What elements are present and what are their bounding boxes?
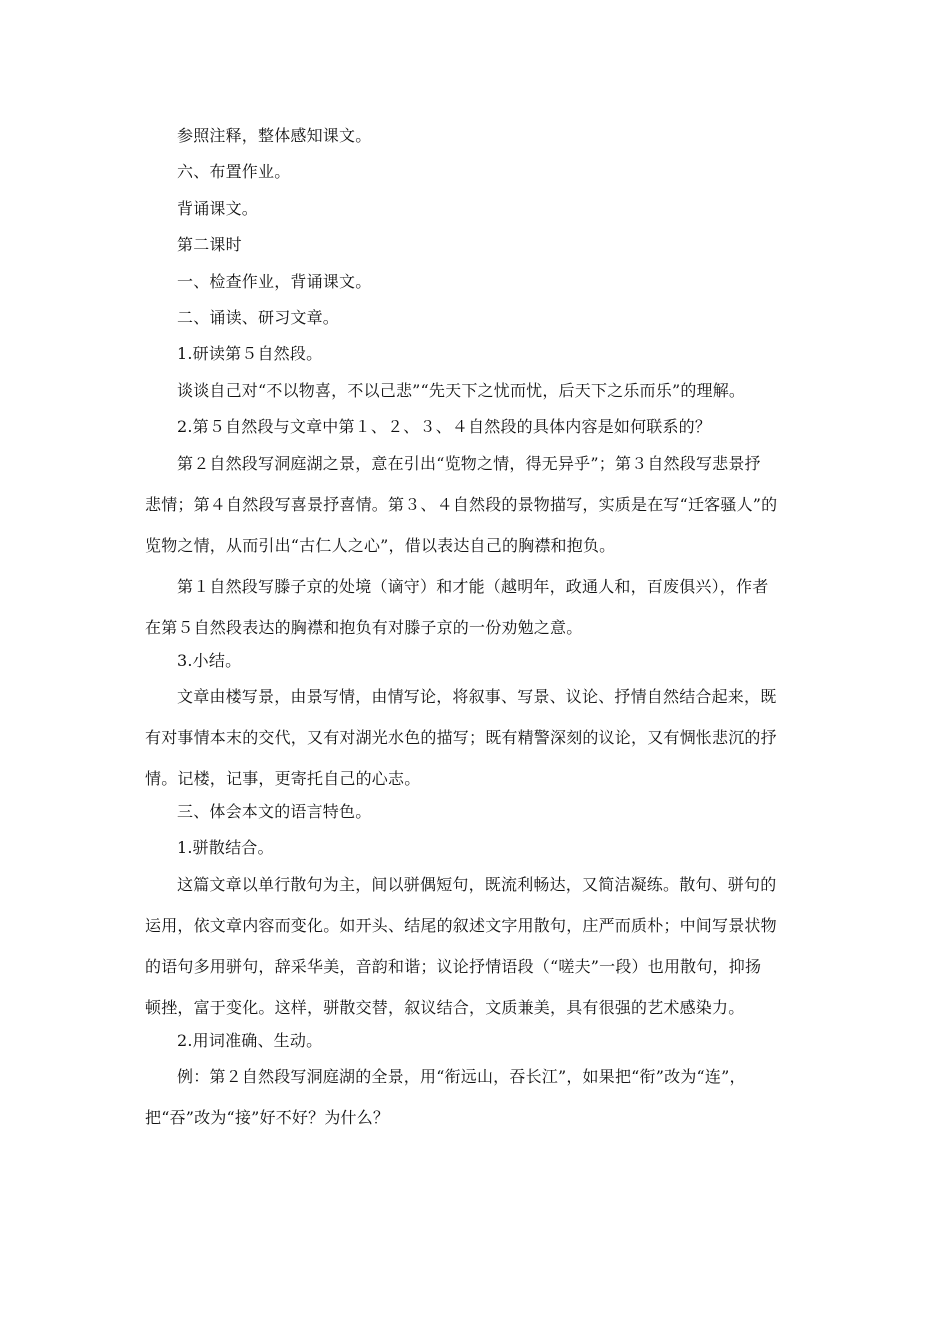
- subsection-heading: 1.研读第５自然段。: [177, 344, 323, 363]
- section-heading: 三、体会本文的语言特色。: [177, 802, 372, 821]
- paragraph-line: 第１自然段写滕子京的处境（谪守）和才能（越明年，政通人和，百废俱兴），作者: [177, 577, 769, 596]
- paragraph: 谈谈自己对“不以物喜，不以己悲”“先天下之忧而忧，后天下之乐而乐”的理解。: [177, 381, 746, 400]
- paragraph-line: 的语句多用骈句，辞采华美，音韵和谐；议论抒情语段（“嗟夫”一段）也用散句，抑扬: [145, 957, 762, 976]
- section-heading: 六、布置作业。: [177, 162, 291, 181]
- paragraph: 背诵课文。: [177, 199, 259, 218]
- paragraph-line: 第２自然段写洞庭湖之景，意在引出“览物之情，得无异乎”；第３自然段写悲景抒: [177, 454, 761, 473]
- paragraph-line: 运用，依文章内容而变化。如开头、结尾的叙述文字用散句，庄严而质朴；中间写景状物: [145, 916, 777, 935]
- paragraph-line: 顿挫，富于变化。这样，骈散交替，叙议结合，文质兼美，具有很强的艺术感染力。: [145, 998, 745, 1017]
- subsection-heading: 2.第５自然段与文章中第１、２、３、４自然段的具体内容是如何联系的？: [177, 417, 712, 436]
- paragraph-line: 把“吞”改为“接”好不好？为什么？: [145, 1108, 390, 1127]
- paragraph-line: 悲情；第４自然段写喜景抒喜情。第３、４自然段的景物描写，实质是在写“迁客骚人”的: [145, 495, 778, 514]
- paragraph-line: 在第５自然段表达的胸襟和抱负有对滕子京的一份劝勉之意。: [145, 618, 583, 637]
- section-heading: 二、诵读、研习文章。: [177, 308, 340, 327]
- paragraph-line: 有对事情本末的交代，又有对湖光水色的描写；既有精警深刻的议论，又有惆怅悲沉的抒: [145, 728, 777, 747]
- section-heading: 一、检查作业，背诵课文。: [177, 272, 372, 291]
- subsection-heading: 1.骈散结合。: [177, 838, 274, 857]
- paragraph-line: 文章由楼写景，由景写情，由情写论，将叙事、写景、议论、抒情自然结合起来，既: [177, 687, 777, 706]
- paragraph-line: 这篇文章以单行散句为主，间以骈偶短句，既流利畅达，又简洁凝练。散句、骈句的: [177, 875, 777, 894]
- paragraph: 参照注释，整体感知课文。: [177, 126, 372, 145]
- paragraph-line: 例：第２自然段写洞庭湖的全景，用“衔远山，吞长江”，如果把“衔”改为“连”，: [177, 1067, 746, 1086]
- subsection-heading: 3.小结。: [177, 651, 242, 670]
- subsection-heading: 2.用词准确、生动。: [177, 1031, 323, 1050]
- paragraph-line: 情。记楼，记事，更寄托自己的心志。: [145, 769, 421, 788]
- paragraph-line: 览物之情，从而引出“古仁人之心”，借以表达自己的胸襟和抱负。: [145, 536, 616, 555]
- lesson-heading: 第二课时: [177, 235, 242, 254]
